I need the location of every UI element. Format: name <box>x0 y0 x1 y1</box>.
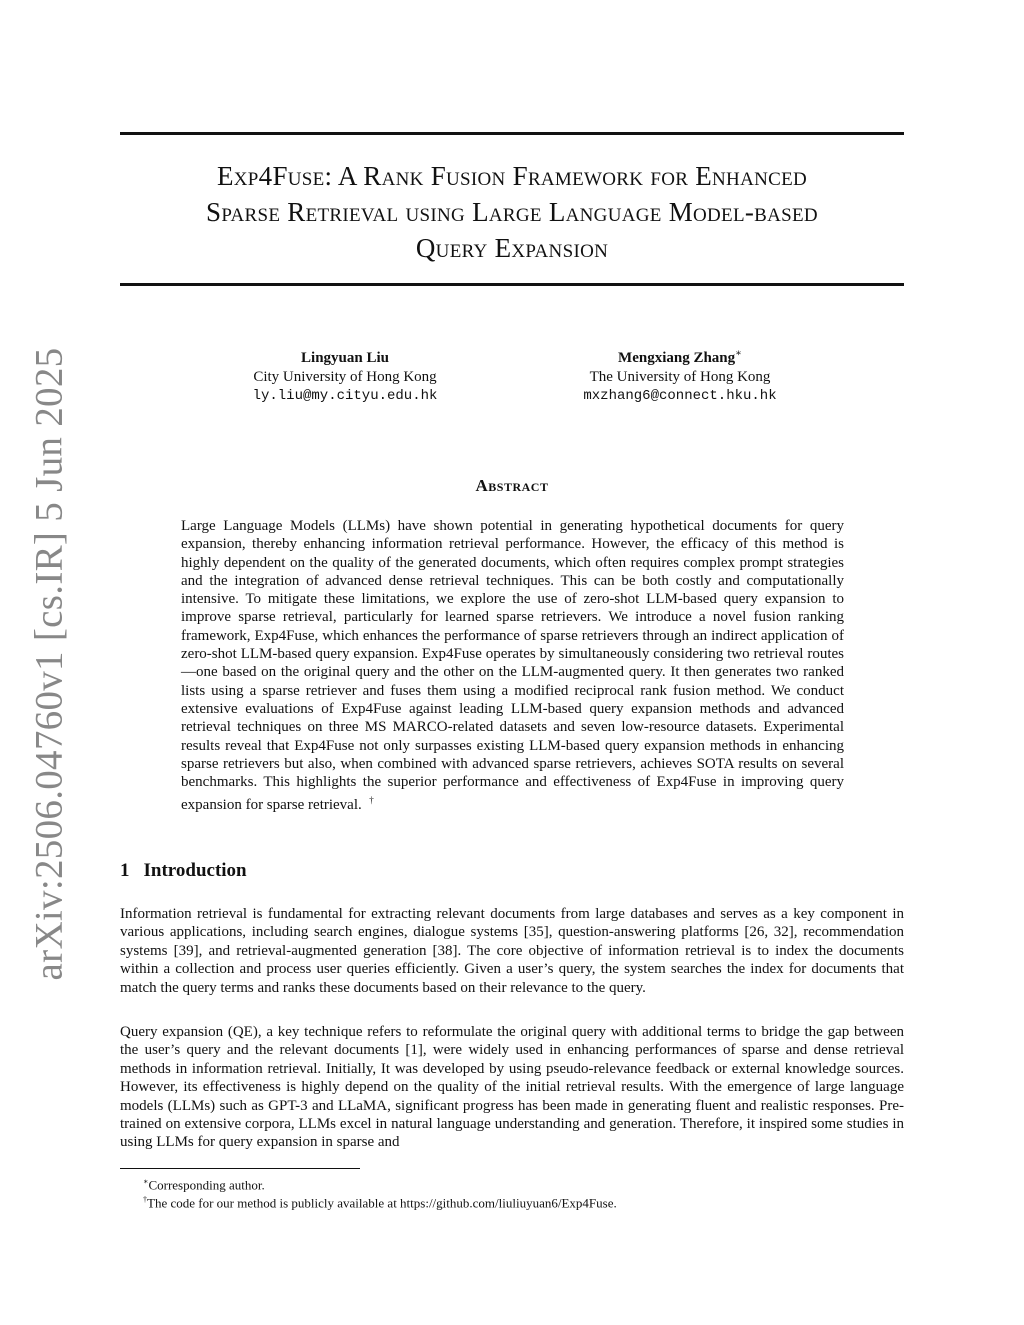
paper-title <box>120 158 904 266</box>
section-heading-introduction <box>120 860 247 882</box>
author-affiliation: City University of Hong Kong <box>253 369 437 385</box>
title-line: Sparse Retrieval using Large Language Model-based <box>206 197 818 227</box>
corresponding-author-marker: ∗ <box>735 348 742 359</box>
section-title: Introduction <box>143 860 247 881</box>
title-top-rule <box>120 132 904 135</box>
author-block-1 <box>185 344 505 406</box>
title-line: Exp4Fuse: A Rank Fusion Framework for Enhanced <box>216 161 808 191</box>
arxiv-identifier-stamp: arXiv:2506.04760v1 [cs.IR] 5 Jun 2025 <box>27 347 71 981</box>
author-affiliation: The University of Hong Kong <box>589 369 771 385</box>
author-email[interactable]: mxzhang6@connect.hku.hk <box>583 388 777 404</box>
code-footnote-marker: † <box>369 795 374 806</box>
author-email[interactable]: ly.liu@my.cityu.edu.hk <box>252 388 438 404</box>
body-paragraph: Query expansion (QE), a key technique refers to reformulate the original query with additional terms to bridge the gap between the user’s query and the relevant documents [1], were widely used in enhancing performances of sparse and dense retrieval methods in information retrieval. Initially, It was developed by using pseudo-relevance feedback or external knowledge sources. However, its effectiveness is highly depend on the quality of the initial retrieval results. With the emergence of large language models (LLMs) such as GPT-3 and LLaMA, significant progress has been made in generating fluent and realistic responses. Pre-trained on extensive corpora, LLMs excel in natural language understanding and generation. Therefore, it inspired some studies in using LLMs for query expansion in sparse and <box>120 1024 904 1151</box>
body-paragraph: Information retrieval is fundamental for extracting relevant documents from large databases and serves as a key component in various applications, including search engines, dialogue systems [35], question-answering platforms [26, 32], recommendation systems [39], and retrieval-augmented generation [38]. The core objective of information retrieval is to index the documents within a collection and process user queries efficiently. Given a user’s query, the system searches the index for documents that match the query terms and ranks these documents based on their relevance to the query. <box>120 906 904 996</box>
abstract-text: Large Language Models (LLMs) have shown potential in generating hypothetical documents for query expansion, thereby enhancing information retrieval performance. However, the efficacy of this method is highly dependent on the quality of the generated documents, which often requires complex prompt strategies and the integration of advanced dense retrieval techniques. This can be both costly and computationally intensive. To mitigate these limitations, we explore the use of zero-shot LLM-based query expansion to improve sparse retrieval, particularly for learned sparse retrievers. We introduce a novel fusion ranking framework, Exp4Fuse, which enhances the performance of sparse retrievers through an indirect application of zero-shot LLM-based query expansion. Exp4Fuse operates by simultaneously considering two retrieval routes—one based on the original query and the other on the LLM-augmented query. It then generates two ranked lists using a sparse retriever and fuses them using a modified reciprocal rank fusion method. We conduct extensive evaluations of Exp4Fuse against leading LLM-based query expansion methods and advanced retrieval techniques on three MS MARCO-related datasets and seven low-resource datasets. Experimental results reveal that Exp4Fuse not only surpasses existing LLM-based query expansion methods in enhancing sparse retrievers but also, when combined with advanced sparse retrievers, achieves SOTA results on several benchmarks. This highlights the superior performance and effectiveness of Exp4Fuse in improving query expansion for sparse retrieval. † <box>181 518 844 814</box>
author-block-2 <box>520 344 840 406</box>
footnote-code-link[interactable]: †The code for our method is publicly available at https://github.com/liuliuyuan6/Exp4Fuse. <box>143 1195 617 1211</box>
section-number: 1 <box>120 860 130 881</box>
footnote-corresponding-author: ∗Corresponding author. <box>143 1177 265 1193</box>
author-name: Mengxiang Zhang∗ <box>618 348 742 366</box>
title-bottom-rule <box>120 283 904 286</box>
abstract-heading: Abstract <box>475 476 549 495</box>
author-name: Lingyuan Liu <box>301 350 389 366</box>
footnote-rule <box>120 1168 360 1169</box>
title-line: Query Expansion <box>415 233 609 263</box>
